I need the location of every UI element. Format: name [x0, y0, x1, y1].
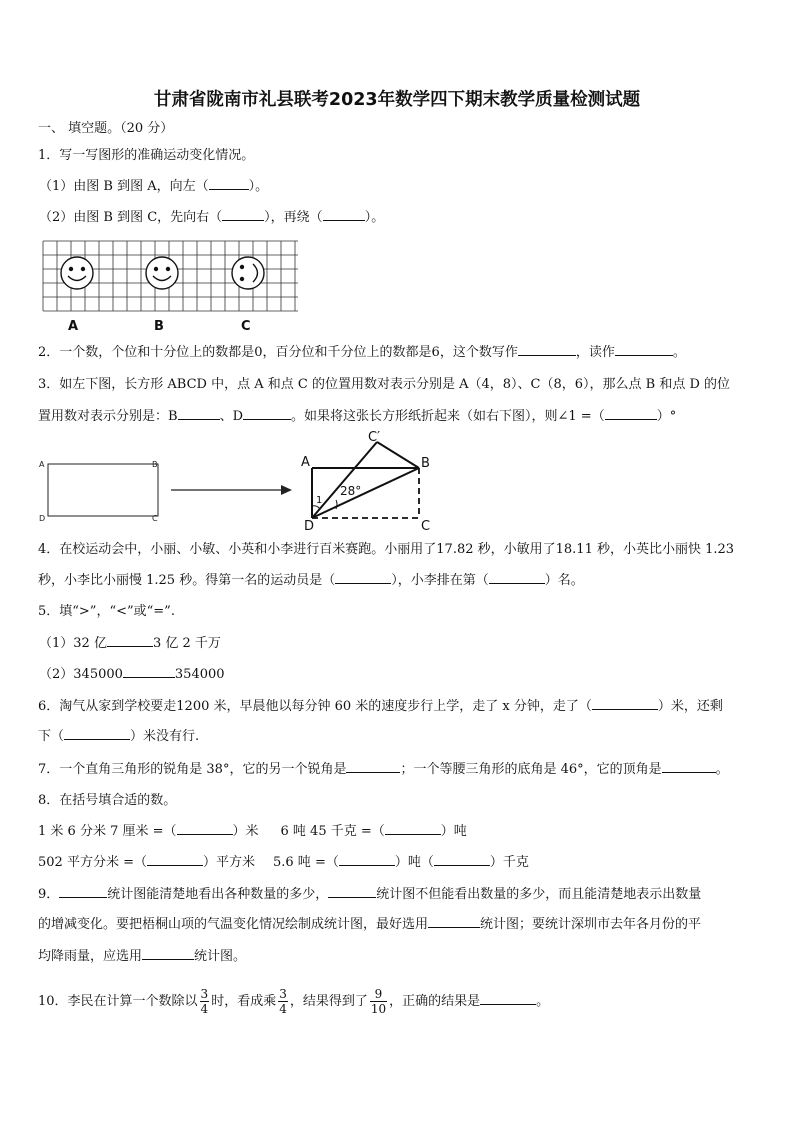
smiley-face-c	[232, 257, 264, 289]
blank[interactable]	[123, 665, 175, 678]
blank[interactable]	[489, 571, 545, 584]
edge-dc-prime	[312, 442, 377, 518]
label-c: C	[241, 319, 251, 334]
blank[interactable]	[209, 177, 249, 190]
q4-line1: 4．在校运动会中，小丽、小敏、小英和小李进行百米赛跑。小丽用了17.82 秒，小敏用了18.11 秒，小英比小丽快 1.23	[38, 542, 735, 557]
angle-28-arc	[336, 500, 337, 509]
blank[interactable]	[592, 697, 658, 710]
label-a: A	[68, 319, 79, 334]
blank[interactable]	[107, 634, 153, 647]
page-title: 甘肃省陇南市礼县联考2023年数学四下期末教学质量检测试题	[153, 90, 641, 110]
blank[interactable]	[243, 407, 291, 420]
q6-line1: 6．淘气从家到学校要走1200 米，早晨他以每分钟 60 米的速度步行上学，走了 x 分钟，走了（ ）米，还剩	[38, 699, 723, 714]
blank[interactable]	[662, 760, 716, 773]
fold-label-c-prime: C′	[368, 430, 381, 445]
fraction-3-4-a: $\frac{3}{4}$	[200, 987, 209, 1016]
blank[interactable]	[605, 407, 657, 420]
blank[interactable]	[518, 343, 576, 356]
q8-row2: 502 平方分米 =（ ）平方米 5.6 吨 =（ ）吨（ ）千克	[38, 855, 529, 870]
q9-line1: 9． 统计图能清楚地看出各种数量的多少， 统计图不但能看出数量的多少，而且能清楚地表示出数量	[38, 887, 702, 902]
q1-part1: （1）由图 B 到图 A，向左（ ）。	[39, 179, 269, 194]
q1-stem: 1．写一写图形的准确运动变化情况。	[38, 148, 255, 163]
section-heading: 一、 填空题。（20 分）	[38, 121, 174, 136]
q8-row1: 1 米 6 分米 7 厘米 =（ ）米 6 吨 45 千克 =（ ）吨	[38, 824, 467, 839]
q1-part2: （2）由图 B 到图 C，先向右（ ），再绕（ ）。	[39, 210, 385, 225]
angle-28-label: 28°	[340, 484, 362, 498]
fraction-3-4-b: $\frac{3}{4}$	[279, 987, 287, 1016]
rect-label-a: A	[39, 460, 45, 469]
blank[interactable]	[480, 992, 536, 1005]
q3-folded-figure	[298, 430, 440, 534]
q2-text: 2．一个数，个位和十分位上的数都是0，百分位和千分位上的数都是6，这个数写作 ，读作 。	[38, 345, 686, 360]
q4-line2: 秒，小李比小丽慢 1.25 秒。得第一名的运动员是（ ），小李排在第（ ）名。	[38, 573, 584, 588]
blank[interactable]	[323, 208, 365, 221]
fold-label-b: B	[421, 456, 430, 471]
q9-line2: 的增减变化。要把梧桐山项的气温变化情况绘制成统计图，最好选用 统计图；要统计深圳市去年各月份的平	[38, 917, 702, 932]
q1-grid-figure	[40, 238, 302, 334]
blank[interactable]	[147, 853, 203, 866]
edge-c-prime-b	[377, 442, 419, 468]
angle-1-label: 1	[316, 495, 323, 506]
blank[interactable]	[59, 885, 107, 898]
blank[interactable]	[339, 853, 395, 866]
rect-label-d: D	[39, 514, 46, 523]
blank[interactable]	[385, 822, 441, 835]
blank[interactable]	[177, 822, 233, 835]
q5-stem: 5．填“>”，“<”或“=”.	[38, 604, 175, 619]
blank[interactable]	[178, 407, 220, 420]
fraction-9-10: $\frac{9}{10}$	[370, 987, 387, 1016]
q6-line2: 下（ ）米没有行.	[38, 729, 200, 744]
blank[interactable]	[222, 208, 264, 221]
q5-part1: （1）32 亿 3 亿 2 千万	[39, 636, 221, 651]
q3-line2: 置用数对表示分别是：B 、D 。如果将这张长方形纸折起来（如右下图），则∠1 =（ ）°	[38, 409, 677, 424]
blank[interactable]	[428, 915, 480, 928]
fold-label-c: C	[421, 519, 431, 534]
q7-text: 7．一个直角三角形的锐角是 38°，它的另一个锐角是 ；一个等腰三角形的底角是 46°，它的顶角是 。	[38, 762, 729, 777]
q9-line3: 均降雨量，应选用 统计图。	[38, 949, 247, 964]
rect-label-b: B	[152, 460, 158, 469]
q10-text: 10．李民在计算一个数除以 $\frac{3}{4}$ 时，看成乘 $\frac{3}{4}$ ，结果得到了 $\frac{9}{10}$ ，正确的结果是 。	[38, 987, 550, 1016]
label-b: B	[154, 319, 164, 334]
blank[interactable]	[328, 885, 376, 898]
fold-line-db	[312, 468, 419, 518]
rect-label-c: C	[152, 514, 158, 523]
blank[interactable]	[142, 947, 194, 960]
smiley-face-b	[146, 257, 178, 289]
q8-stem: 8．在括号填合适的数。	[38, 793, 177, 808]
fold-label-d: D	[304, 519, 315, 534]
smiley-face-a	[61, 257, 93, 289]
rectangle-abcd	[48, 464, 158, 516]
blank[interactable]	[335, 571, 391, 584]
fold-label-a: A	[301, 455, 310, 470]
q3-line1: 3．如左下图，长方形 ABCD 中，点 A 和点 C 的位置用数对表示分别是 A（4，8）、C（8，6），那么点 B 和点 D 的位	[38, 377, 731, 392]
blank[interactable]	[64, 727, 130, 740]
blank[interactable]	[615, 343, 673, 356]
q5-part2: （2）345000 354000	[39, 667, 225, 682]
blank[interactable]	[346, 760, 400, 773]
arrow-head	[281, 485, 292, 495]
blank[interactable]	[434, 853, 490, 866]
q3-rectangle-figure	[36, 452, 296, 524]
